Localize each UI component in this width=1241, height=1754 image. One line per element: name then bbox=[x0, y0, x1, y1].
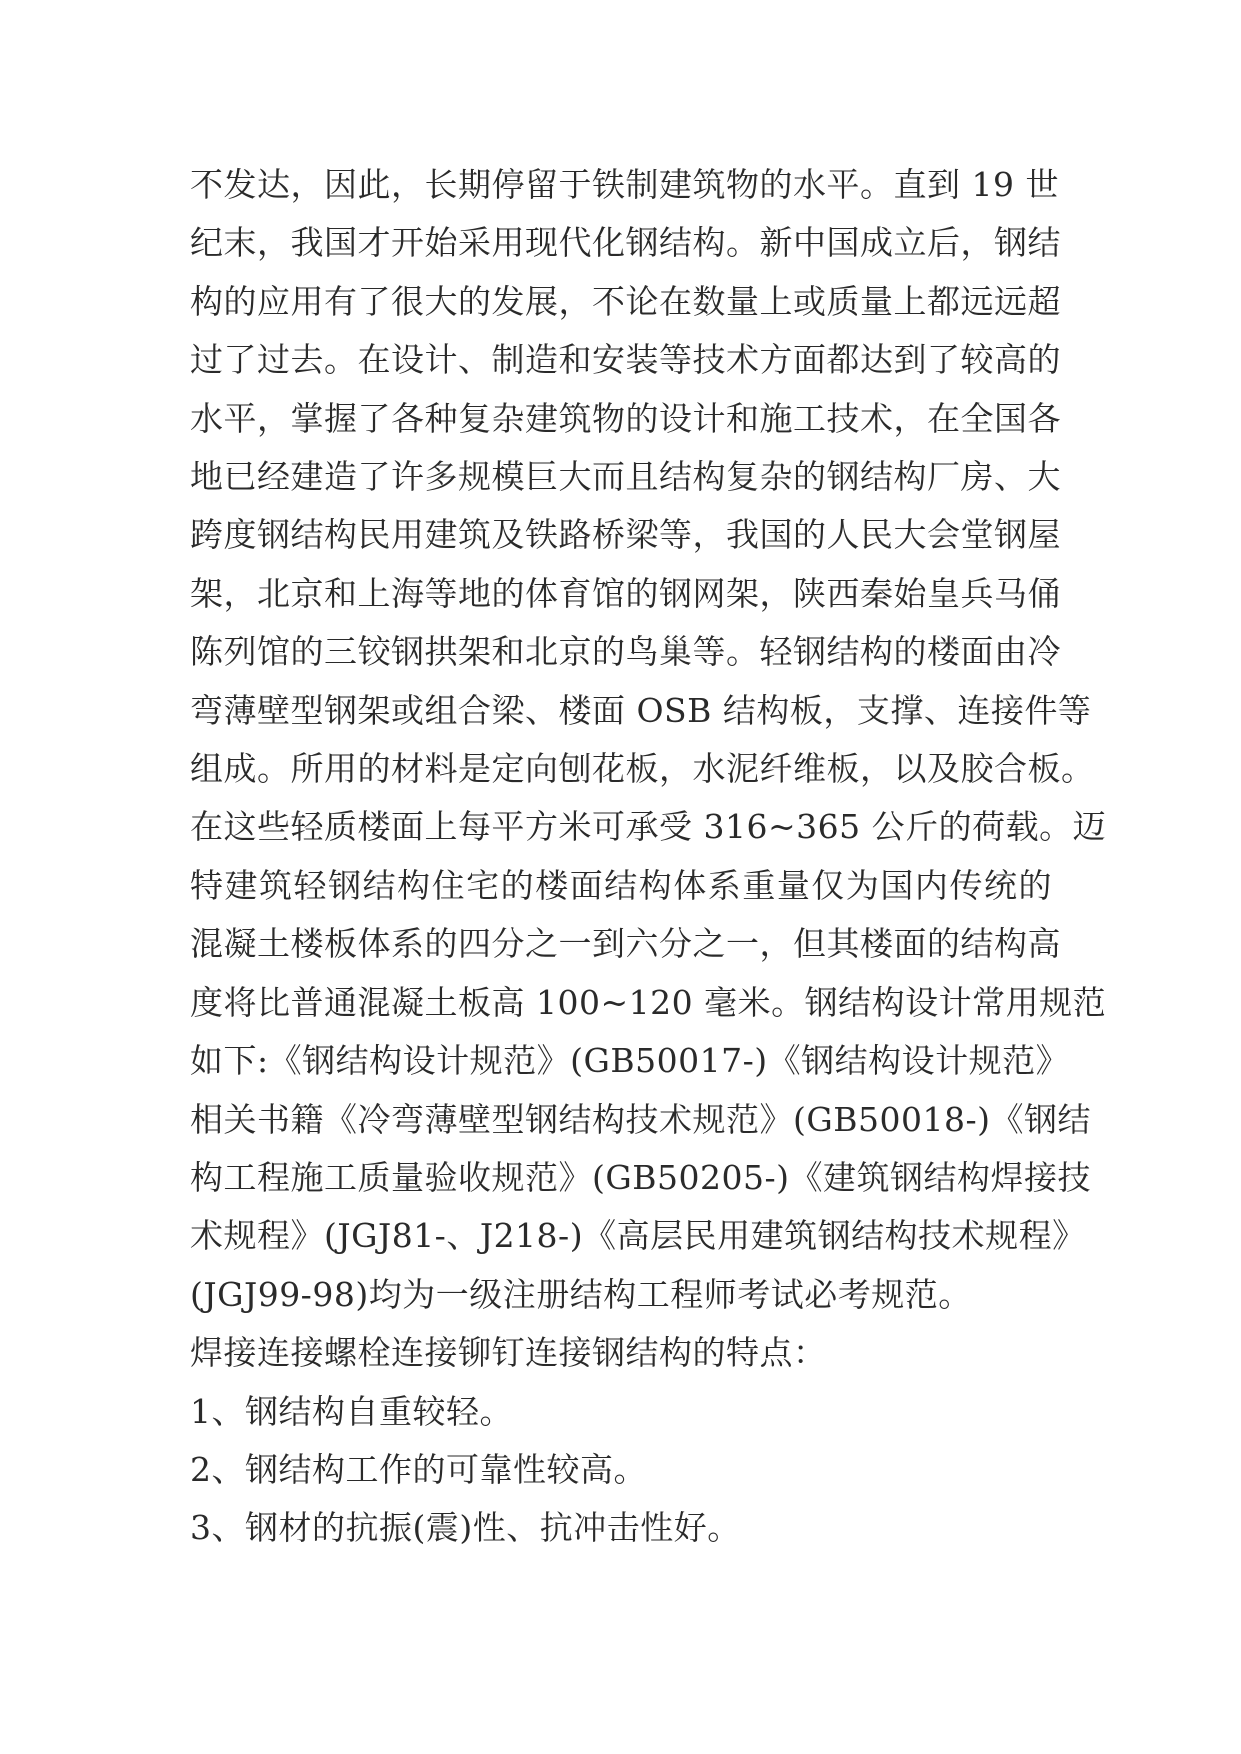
text-line: 纪末，我国才开始采用现代化钢结构。新中国成立后，钢结 bbox=[190, 223, 1061, 263]
text-line: 架，北京和上海等地的体育馆的钢网架，陕西秦始皇兵马俑 bbox=[190, 573, 1061, 613]
text-line: 构工程施工质量验收规范》(GB50205-)《建筑钢结构焊接技 bbox=[190, 1157, 1091, 1197]
text-line: 在这些轻质楼面上每平方米可承受 316~365 公斤的荷载。迈 bbox=[190, 807, 1107, 847]
text-line: 混凝土楼板体系的四分之一到六分之一，但其楼面的结构高 bbox=[190, 924, 1061, 964]
text-line: 水平，掌握了各种复杂建筑物的设计和施工技术，在全国各 bbox=[190, 398, 1061, 438]
list-item: 1、钢结构自重较轻。 bbox=[190, 1391, 513, 1431]
text-line: 组成。所用的材料是定向刨花板，水泥纤维板，以及胶合板。 bbox=[190, 749, 1095, 789]
text-line: 相关书籍《冷弯薄壁型钢结构技术规范》(GB50018-)《钢结 bbox=[190, 1099, 1091, 1139]
text-line: 陈列馆的三铰钢拱架和北京的鸟巢等。轻钢结构的楼面由冷 bbox=[190, 632, 1061, 672]
document-body bbox=[190, 156, 1107, 1558]
text-line: 度将比普通混凝土板高 100~120 毫米。钢结构设计常用规范 bbox=[190, 982, 1107, 1022]
text-line: 特建筑轻钢结构住宅的楼面结构体系重量仅为国内传统的 bbox=[190, 865, 1052, 905]
paragraph-steel-history bbox=[190, 156, 1107, 1324]
text-line: 如下:《钢结构设计规范》(GB50017-)《钢结构设计规范》 bbox=[190, 1041, 1070, 1081]
list-item: 3、钢材的抗振(震)性、抗冲击性好。 bbox=[190, 1508, 741, 1548]
text-line: 地已经建造了许多规模巨大而且结构复杂的钢结构厂房、大 bbox=[190, 457, 1061, 497]
text-line: 不发达，因此，长期停留于铁制建筑物的水平。直到 19 世 bbox=[190, 165, 1059, 204]
text-line: 构的应用有了很大的发展，不论在数量上或质量上都远远超 bbox=[190, 281, 1061, 321]
list-item: 2、钢结构工作的可靠性较高。 bbox=[190, 1449, 647, 1489]
text-line: 术规程》(JGJ81-、J218-)《高层民用建筑钢结构技术规程》 bbox=[190, 1216, 1086, 1256]
text-line: 过了过去。在设计、制造和安装等技术方面都达到了较高的 bbox=[190, 340, 1061, 380]
paragraph-steel-features-heading: 焊接连接螺栓连接铆钉连接钢结构的特点： bbox=[190, 1333, 827, 1373]
text-line: 弯薄壁型钢架或组合梁、楼面 OSB 结构板，支撑、连接件等 bbox=[190, 690, 1092, 730]
text-line: (JGJ99-98)均为一级注册结构工程师考试必考规范。 bbox=[190, 1274, 972, 1314]
text-line: 跨度钢结构民用建筑及铁路桥梁等，我国的人民大会堂钢屋 bbox=[190, 515, 1061, 555]
